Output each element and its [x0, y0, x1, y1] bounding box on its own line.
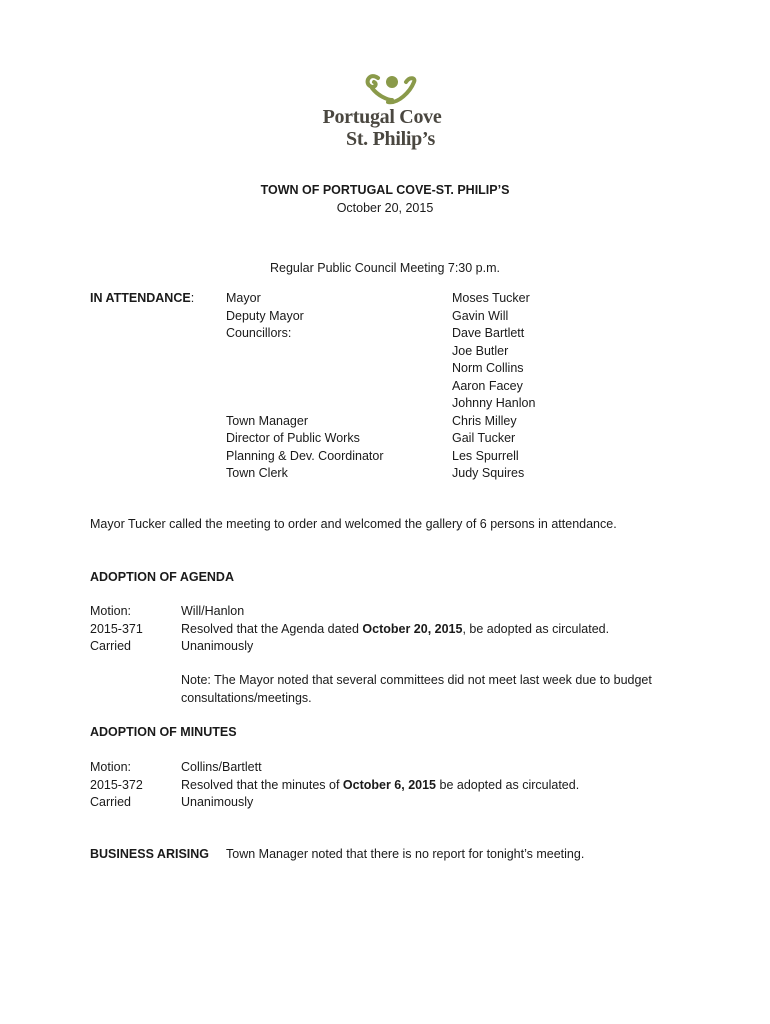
attendance-label [90, 290, 194, 308]
agenda-heading: ADOPTION OF AGENDA [90, 570, 234, 584]
document-title: TOWN OF PORTUGAL COVE-ST. PHILIP’S [260, 183, 510, 197]
attendance-role: Planning & Dev. Coordinator [226, 448, 384, 463]
attendance-name: Dave Bartlett [452, 326, 525, 340]
attendance-name: Johnny Hanlon [452, 396, 536, 410]
note-line: Note: The Mayor noted that several committees did not meet last week due to budget [181, 673, 652, 687]
resolution-date: October 20, 2015 [362, 621, 463, 636]
agenda-motion-body [181, 603, 609, 656]
attendance-name: Gavin Will [452, 308, 509, 323]
minutes-motion-labels [90, 759, 143, 812]
attendance-role [226, 360, 384, 378]
attendance-role: Councillors: [226, 326, 292, 340]
attendance-name: Aaron Facey [452, 378, 523, 393]
attendance-name: Norm Collins [452, 361, 524, 375]
attendance-role [226, 343, 384, 361]
meeting-title: Regular Public Council Meeting 7:30 p.m. [270, 261, 500, 275]
attendance-role [226, 395, 384, 413]
motion-movers: Will/Hanlon [181, 604, 245, 618]
motion-label: Motion: [90, 604, 131, 618]
minutes-heading: ADOPTION OF MINUTES [90, 725, 237, 739]
attendance-label-colon: : [190, 291, 195, 305]
town-logo-mark [362, 70, 420, 108]
motion-vote: Unanimously [181, 639, 254, 653]
resolution-date: October 6, 2015 [342, 777, 437, 792]
motion-label: Motion: [90, 760, 131, 774]
motion-number: 2015-372 [90, 777, 143, 792]
resolution-text: be adopted as circulated. [436, 777, 580, 792]
carried-label: Carried [90, 639, 131, 653]
motion-resolution [181, 621, 609, 639]
attendance-label-text: IN ATTENDANCE [90, 291, 191, 305]
carried-label: Carried [90, 795, 131, 809]
attendance-role: Mayor [226, 291, 261, 305]
logo-line-1: Portugal Cove [322, 106, 442, 128]
attendance-name: Joe Butler [452, 343, 509, 358]
business-heading: BUSINESS ARISING [90, 847, 210, 861]
attendance-names [452, 290, 535, 483]
attendance-role: Deputy Mayor [226, 308, 304, 323]
resolution-text: Resolved that the Agenda dated [181, 621, 363, 636]
logo-line-2: St. Philip’s [346, 128, 436, 150]
business-text: Town Manager noted that there is no report for tonight’s meeting. [226, 847, 585, 861]
attendance-name: Judy Squires [452, 466, 525, 480]
document-date: October 20, 2015 [336, 201, 434, 215]
attendance-roles [226, 290, 384, 483]
town-logo [316, 70, 448, 152]
motion-number: 2015-371 [90, 621, 143, 636]
attendance-role: Town Manager [226, 413, 308, 428]
attendance-name: Chris Milley [452, 413, 517, 428]
minutes-motion-body [181, 759, 579, 812]
agenda-note [181, 672, 652, 707]
opening-paragraph: Mayor Tucker called the meeting to order and welcomed the gallery of 6 persons in attendance. [90, 517, 617, 531]
attendance-name: Les Spurrell [452, 448, 519, 463]
attendance-role: Director of Public Works [226, 431, 360, 445]
attendance-role: Town Clerk [226, 466, 288, 480]
motion-vote: Unanimously [181, 795, 254, 809]
note-line: consultations/meetings. [181, 690, 312, 705]
attendance-name: Gail Tucker [452, 431, 516, 445]
agenda-motion-labels [90, 603, 143, 656]
motion-movers: Collins/Bartlett [181, 760, 262, 774]
motion-resolution [181, 777, 579, 795]
attendance-name: Moses Tucker [452, 291, 530, 305]
resolution-text: , be adopted as circulated. [462, 621, 610, 636]
attendance-role [226, 378, 384, 396]
resolution-text: Resolved that the minutes of [181, 777, 343, 792]
